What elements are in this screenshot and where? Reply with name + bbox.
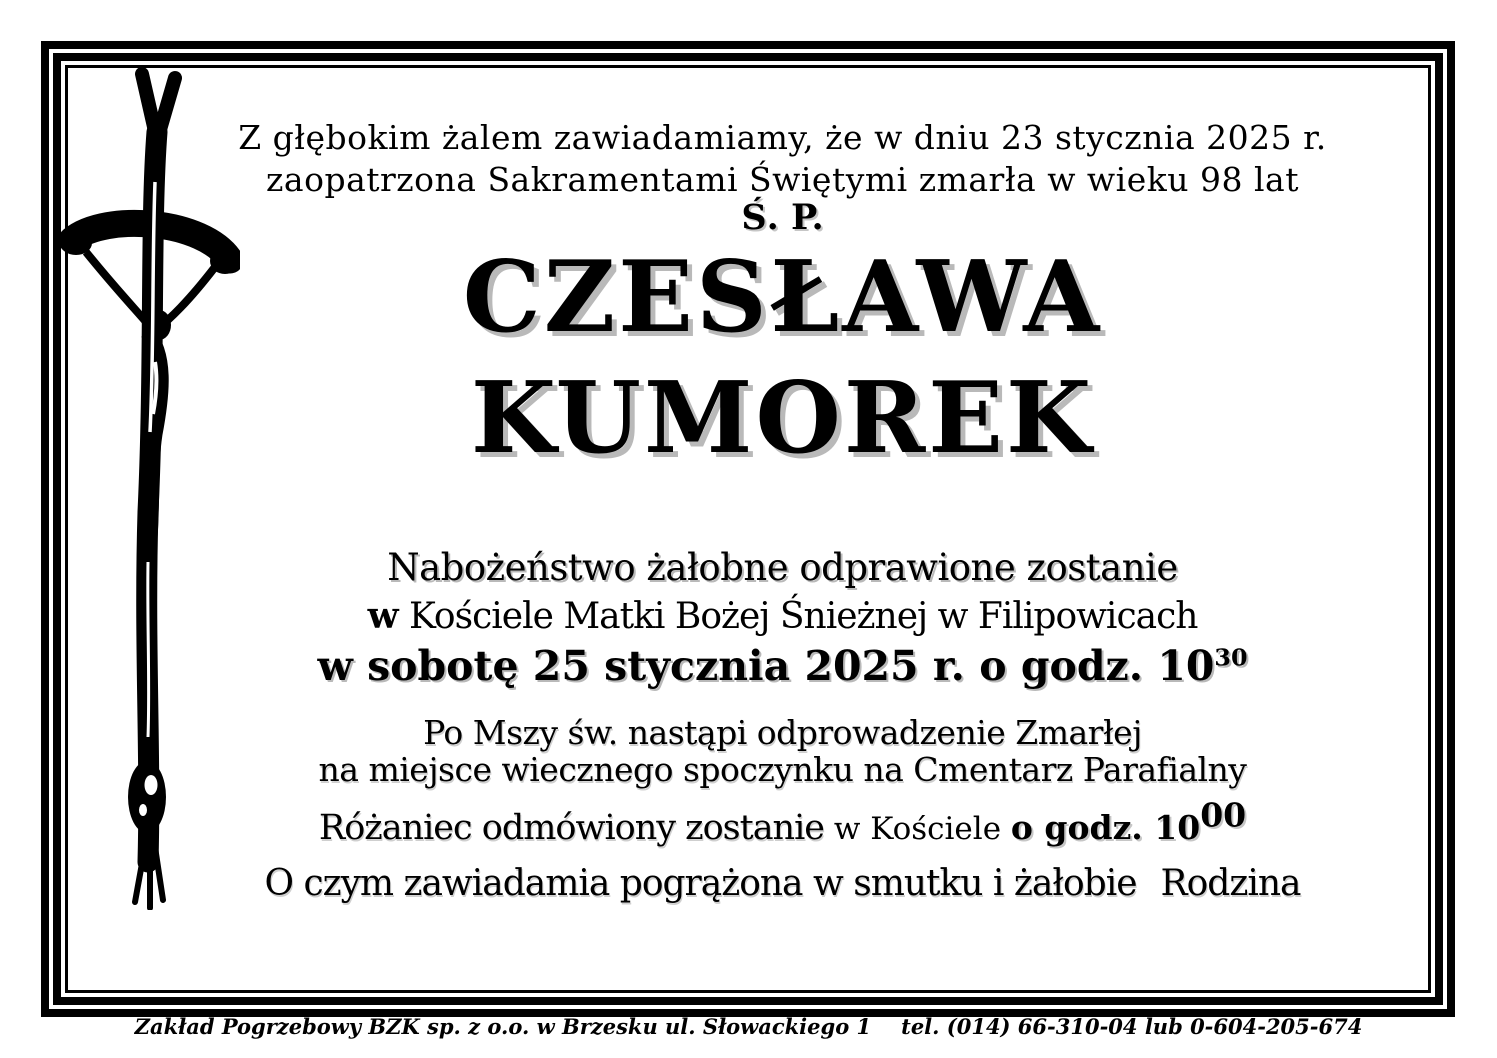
sp-abbreviation: Ś. P.	[741, 197, 824, 238]
intro-line-1: Z głębokim żalem zawiadamiamy, że w dniu 23 stycznia 2025 r.	[238, 118, 1327, 157]
service-line-2	[225, 595, 1340, 637]
rosary-time: o godz. 10	[1010, 808, 1201, 847]
service-time-minutes: 30	[1214, 643, 1248, 672]
rosary-time-minutes: 00	[1200, 795, 1247, 835]
closing-text: O czym zawiadamia pogrążona w smutku i żałobie	[264, 863, 1137, 904]
service-line-2-prefix: w	[367, 595, 399, 637]
closing-signature: Rodzina	[1160, 863, 1301, 904]
service-date-time: w sobotę 25 stycznia 2025 r. o godz. 10	[317, 642, 1215, 690]
funeral-home-name-address: Zakład Pogrzebowy BZK sp. z o.o. w Brzesku ul. Słowackiego 1	[134, 1014, 872, 1039]
closing-line	[225, 865, 1340, 903]
service-line-2-rest: Kościele Matki Bożej Śnieżnej w Filipowicach	[398, 596, 1198, 637]
rosary-line	[225, 795, 1340, 848]
service-line-3	[225, 642, 1340, 690]
procession-line-2: na miejsce wiecznego spoczynku na Cmentarz Parafialny	[318, 750, 1247, 789]
funeral-home-phone: tel. (014) 66-310-04 lub 0-604-205-674	[901, 1014, 1363, 1039]
announcement-text-column	[225, 0, 1340, 1058]
rosary-location: w Kościele	[824, 811, 1011, 847]
service-line-1: Nabożeństwo żałobne odprawione zostanie	[387, 546, 1178, 589]
crucifix-icon	[58, 62, 240, 910]
deceased-first-name: CZESŁAWA	[462, 240, 1103, 355]
funeral-home-footer	[0, 1014, 1497, 1039]
procession-line-1: Po Mszy św. nastąpi odprowadzenie Zmarłej	[423, 713, 1142, 752]
intro-line-2: zaopatrzona Sakramentami Świętymi zmarła w wieku 98 lat	[266, 160, 1299, 199]
rosary-text: Różaniec odmówiony zostanie	[318, 808, 825, 848]
deceased-last-name: KUMOREK	[470, 361, 1095, 476]
